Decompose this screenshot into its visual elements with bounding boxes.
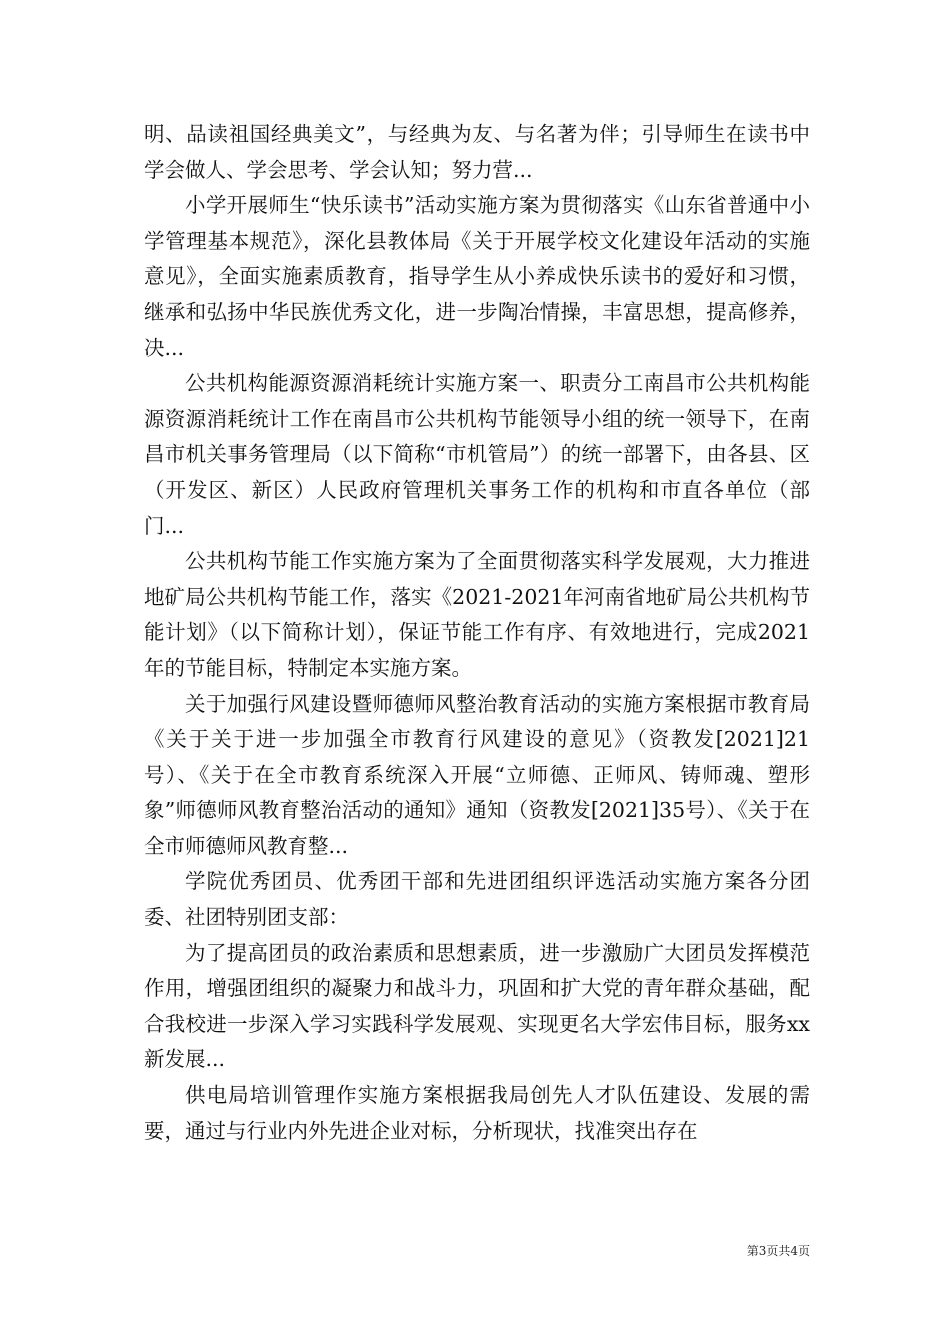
page-number-footer: 第3页共4页 bbox=[746, 1244, 810, 1258]
paragraph: 供电局培训管理作实施方案根据我局创先人才队伍建设、发展的需要，通过与行业内外先进企业对标，分析现状，找准突出存在 bbox=[144, 1083, 810, 1143]
paragraph: 小学开展师生“快乐读书”活动实施方案为贯彻落实《山东省普通中小学管理基本规范》，深化县教体局《关于开展学校文化建设年活动的实施意见》，全面实施素质教育，指导学生从小养成快乐读书的爱好和习惯，继承和弘扬中华民族优秀文化，进一步陶冶情操，丰富思想，提高修养，决... bbox=[144, 193, 810, 360]
paragraph: 为了提高团员的政治素质和思想素质，进一步激励广大团员发挥模范作用，增强团组织的凝聚力和战斗力，巩固和扩大党的青年群众基础，配合我校进一步深入学习实践科学发展观、实现更名大学宏伟目标，服务xx新发展... bbox=[144, 940, 810, 1072]
paragraph: 公共机构能源资源消耗统计实施方案一、职责分工南昌市公共机构能源资源消耗统计工作在南昌市公共机构节能领导小组的统一领导下，在南昌市机关事务管理局（以下简称“市机管局”）的统一部署下，由各县、区（开发区、新区）人民政府管理机关事务工作的机构和市直各单位（部门... bbox=[144, 371, 810, 538]
paragraph: 关于加强行风建设暨师德师风整治教育活动的实施方案根据市教育局《关于关于进一步加强全市教育行风建设的意见》（资教发[2021]21号）、《关于在全市教育系统深入开展“立师德、正师风、铸师魂、塑形象”师德师风教育整治活动的通知》通知（资教发[2021]35号）、《关于在全市师德师风教育整... bbox=[144, 691, 810, 858]
paragraph: 公共机构节能工作实施方案为了全面贯彻落实科学发展观，大力推进地矿局公共机构节能工作，落实《2021-2021年河南省地矿局公共机构节能计划》（以下简称计划），保证节能工作有序、有效地进行，完成2021年的节能目标，特制定本实施方案。 bbox=[144, 549, 810, 680]
paragraph: 学院优秀团员、优秀团干部和先进团组织评选活动实施方案各分团委、社团特别团支部： bbox=[144, 869, 810, 930]
paragraph: 明、品读祖国经典美文”，与经典为友、与名著为伴；引导师生在读书中学会做人、学会思考、学会认知；努力营... bbox=[144, 122, 810, 182]
document-body bbox=[144, 117, 810, 1149]
